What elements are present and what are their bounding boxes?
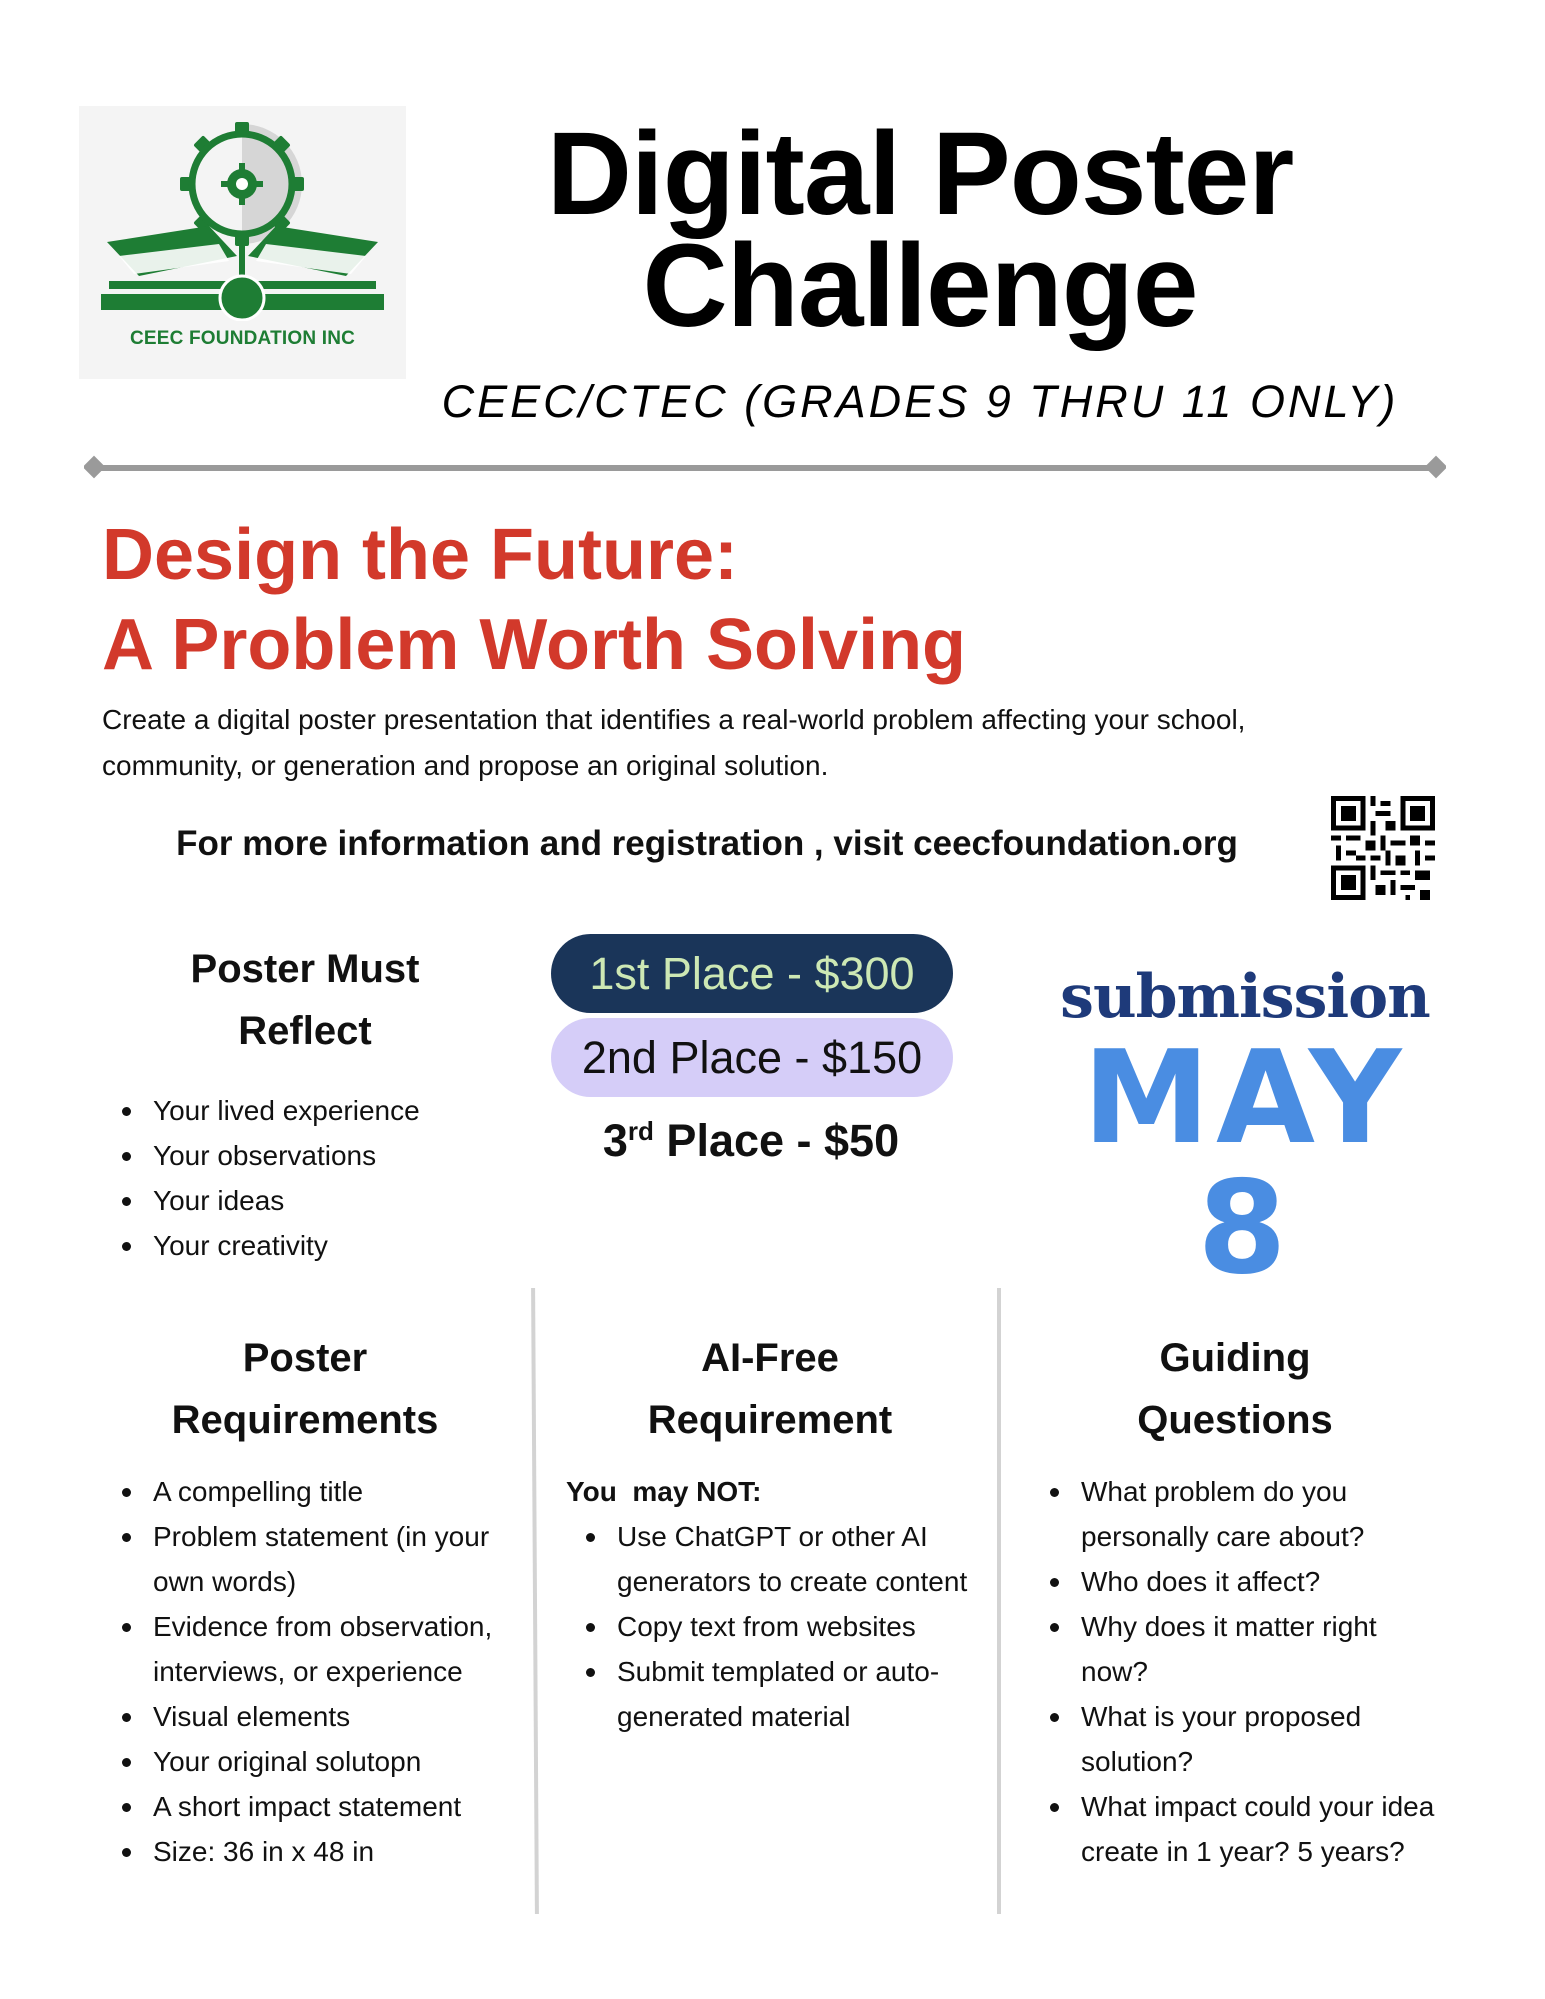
logo-graphic bbox=[79, 106, 406, 321]
page-title bbox=[440, 108, 1400, 352]
list-item: What impact could your idea create in 1 year? 5 years? bbox=[1030, 1784, 1450, 1874]
headline-line-1: Design the Future: bbox=[102, 515, 739, 595]
list-item: Your ideas bbox=[102, 1178, 502, 1223]
page-subtitle: CEEC/CTEC (GRADES 9 THRU 11 ONLY) bbox=[441, 376, 1399, 427]
list-item: Copy text from websites bbox=[566, 1604, 986, 1649]
prize-third bbox=[551, 1115, 951, 1167]
prize-third-suffix: rd bbox=[627, 1116, 654, 1146]
list-item: Your observations bbox=[102, 1133, 502, 1178]
list-item: Visual elements bbox=[102, 1694, 522, 1739]
column-divider bbox=[997, 1288, 1001, 1914]
list-item: Submit templated or auto-generated material bbox=[566, 1649, 986, 1739]
list-item: Problem statement (in your own words) bbox=[102, 1514, 522, 1604]
list-item: What is your proposed solution? bbox=[1030, 1694, 1450, 1784]
submission-date: MAY 8 bbox=[1082, 1024, 1408, 1303]
logo bbox=[79, 106, 406, 379]
list-item: Your lived experience bbox=[102, 1088, 502, 1133]
divider bbox=[84, 455, 1446, 481]
title-line-2: Challenge bbox=[642, 220, 1198, 352]
guiding-heading-line-2: Questions bbox=[1137, 1398, 1333, 1442]
headline bbox=[102, 510, 1302, 690]
submission-label: submission bbox=[1060, 962, 1430, 1032]
list-item: A short impact statement bbox=[102, 1784, 522, 1829]
guiding-heading-line-1: Guiding bbox=[1159, 1336, 1311, 1380]
requirements-heading-line-2: Requirements bbox=[171, 1398, 439, 1442]
list-item: Your creativity bbox=[102, 1223, 502, 1268]
guiding-heading bbox=[1030, 1327, 1440, 1451]
reflect-list bbox=[102, 1088, 502, 1268]
registration-info: For more information and registration , visit ceecfoundation.org bbox=[176, 824, 1238, 863]
intro-text bbox=[102, 697, 1402, 789]
reflect-heading-line-2: Reflect bbox=[238, 1009, 372, 1053]
guiding-list bbox=[1030, 1469, 1450, 1874]
list-item: Use ChatGPT or other AI generators to create content bbox=[566, 1514, 986, 1604]
list-item: Why does it matter right now? bbox=[1030, 1604, 1450, 1694]
reflect-heading-line-1: Poster Must bbox=[190, 947, 420, 991]
ai-free-heading bbox=[565, 1327, 975, 1451]
list-item: Evidence from observation, interviews, or experience bbox=[102, 1604, 522, 1694]
title-line-1: Digital Poster bbox=[546, 108, 1294, 240]
prize-third-text: Place - $50 bbox=[653, 1115, 900, 1166]
ai-free-heading-line-2: Requirement bbox=[647, 1398, 893, 1442]
list-item: Who does it affect? bbox=[1030, 1559, 1450, 1604]
prize-first-badge: 1st Place - $300 bbox=[551, 934, 953, 1013]
reflect-heading bbox=[140, 938, 470, 1062]
intro-line-2: community, or generation and propose an original solution. bbox=[102, 750, 829, 781]
headline-line-2: A Problem Worth Solving bbox=[102, 605, 967, 685]
prize-third-number: 3 bbox=[602, 1115, 628, 1166]
qr-code-icon[interactable] bbox=[1331, 796, 1435, 900]
list-item: Size: 36 in x 48 in bbox=[102, 1829, 522, 1874]
requirements-heading-line-1: Poster bbox=[242, 1336, 368, 1380]
column-divider bbox=[531, 1288, 539, 1914]
logo-org-name: CEEC FOUNDATION INC bbox=[129, 328, 356, 349]
list-item: Your original solutopn bbox=[102, 1739, 522, 1784]
list-item: What problem do you personally care about? bbox=[1030, 1469, 1450, 1559]
list-item: A compelling title bbox=[102, 1469, 522, 1514]
prize-second-badge: 2nd Place - $150 bbox=[551, 1018, 953, 1097]
requirements-list bbox=[102, 1469, 522, 1874]
intro-line-1: Create a digital poster presentation that identifies a real-world problem affecting your school, bbox=[102, 704, 1246, 735]
ai-free-heading-line-1: AI-Free bbox=[701, 1336, 839, 1380]
requirements-heading bbox=[100, 1327, 510, 1451]
ai-free-label: You may NOT: bbox=[566, 1476, 762, 1507]
ai-free-list bbox=[566, 1514, 986, 1739]
